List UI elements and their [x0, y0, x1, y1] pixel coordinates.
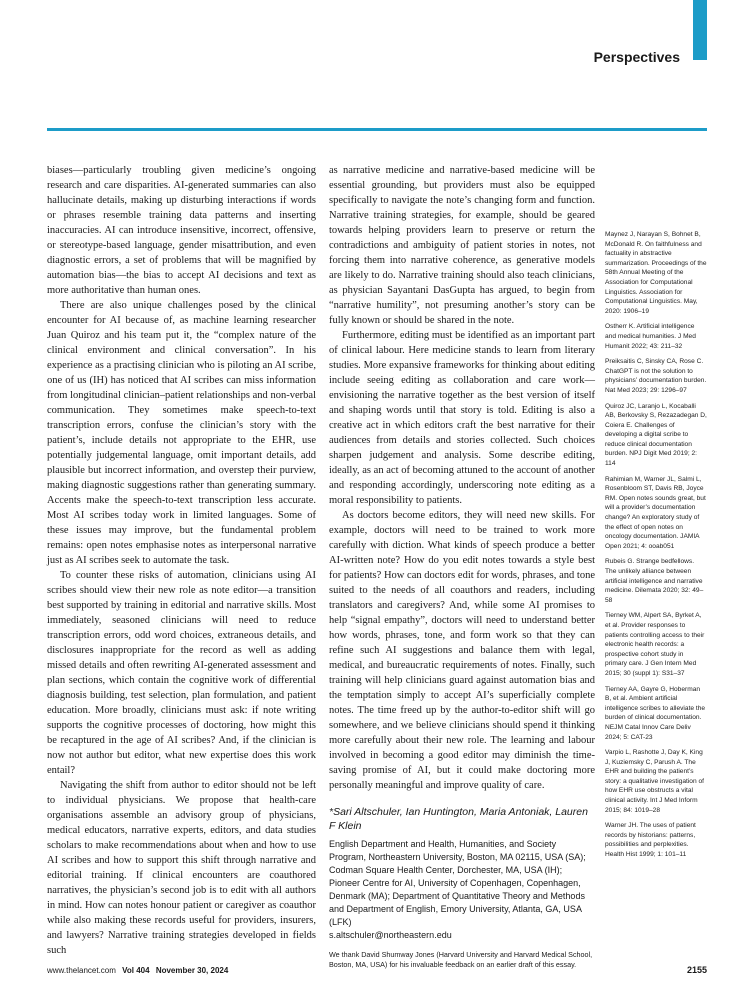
paragraph: biases—particularly troubling given medicine’s ongoing research and care disparities. AI-generated summaries can also hallucinate details, making up disturbing interactions if words or phrases resemble training data patterns and inserting inaccuracies. AI can introduce insensitive, incorrect, offensive, or stereotype-based language, gender misattribution, and even diagnostic errors, a set of problems that will be magnified by automation bias—the bias to accept AI decisions and text as more authoritative than human ones. — [47, 165, 316, 296]
reference-item: Quiroz JC, Laranjo L, Kocaballi AB, Berkovsky S, Rezazadegan D, Coiera E. Challenges of developing a digital scribe to reduce clinical documentation burden. NPJ Digit Med 2019; 2: 114 — [605, 402, 707, 468]
reference-item: Ostherr K. Artificial intelligence and medical humanities. J Med Humanit 2022; 43: 211–32 — [605, 323, 696, 350]
reference-item: Rubeis G. Strange bedfellows. The unlikely alliance between artificial intelligence and narrative medicine. Dilemata 2020; 32: 49–58 — [605, 558, 704, 604]
reference-item: Tierney WM, Alpert SA, Byrket A, et al. Provider responses to patients controlling access to their electronic health records: a prospective cohort study in primary care. J Gen Intern Med 2015; 30 (suppl 1): S31–37 — [605, 612, 705, 677]
contact-email[interactable]: s.altschuler@northeastern.edu — [329, 930, 452, 940]
reference-item: Varpio L, Rashotte J, Day K, King J, Kuziemsky C, Parush A. The EHR and building the patient’s story: a qualitative investigation of how EHR use obstructs a vital clinical activity. Int J Med Inform 2015; 84: 1019–28 — [605, 749, 704, 814]
reference-item: Tierney AA, Gayre G, Hoberman B, et al. Ambient artificial intelligence scribes to alleviate the burden of clinical documentation. NEJM Catal Innov Care Deliv 2024; 5: CAT-23 — [605, 685, 706, 741]
reference-item: Maynez J, Narayan S, Bohnet B, McDonald R. On faithfulness and factuality in abstractive summarization. Proceedings of the 58th Annual Meeting of the Association for Computational Linguistics. Association for Computational Linguistics. May, 2020: 1906–19 — [605, 231, 707, 315]
article-column-1 — [47, 163, 316, 958]
reference-item: Preiksaitis C, Sinsky CA, Rose C. ChatGPT is not the solution to physicians’ documentation burden. Nat Med 2023; 29: 1296–97 — [605, 358, 707, 394]
paragraph: To counter these risks of automation, clinicians using AI scribes should view their new role as note editor—a transition best supported by training in editorial and narrative skills. Most immediately, seasoned clinicians will need to reduce transcription errors, odd word choices, extraneous details, and disclosures inappropriate for the record as well as adding missed details and often rewriting AI-generated assessment and plan sections, which contain the cognitive work of differential diagnosis building, test selection, plan formulation, and patient education. More broadly, clinicians must ask: if note writing supports the cognitive processes of doctoring, how might this be recaptured in the age of AI scribes? And, if the clinician is now not author but editor, what new expertise does this work entail? — [47, 570, 316, 776]
journal-site-link[interactable]: www.thelancet.com — [47, 966, 116, 975]
reference-list — [605, 230, 707, 866]
paragraph: Furthermore, editing must be identified as an important part of clinical labour. Here medicine stands to learn from literary studies. More expansive frameworks for thinking about editing include seeing editing as collaboration and care work—envisioning the narrative together as the best version of itself and shaping words until that story is told. Editing is also a creative act in which editors craft the best narrative for their audiences from details and stories collected. Such choices sharpen judgement and analysis. Some describe editing, ideally, as an act of becoming attuned to the account of another and responding accordingly, underscoring note editing as a moral responsibility to patients. — [329, 330, 595, 506]
section-title: Perspectives — [593, 49, 680, 65]
acknowledgement: We thank David Shumway Jones (Harvard University and Harvard Medical School, Boston, MA, USA) for his invaluable feedback on an earlier draft of this essay. — [329, 950, 593, 969]
header-rule — [47, 128, 707, 131]
author-affiliations — [329, 838, 595, 942]
section-tab-marker — [693, 0, 707, 60]
paragraph: As doctors become editors, they will need new skills. For example, doctors will need to be trained to work more carefully with diction. What kinds of speech produce a better AI-written note? How do you edit notes towards a style best for patients? How can doctors edit for words, phrases, and tone suited to the needs of all coauthors and readers, including translators and caregivers? And, while some AI promises to help “signal empathy”, doctors will need to understand better how words, phrases, tone, and form work so that they can refine such AI suggestions and balance them with legal, medical, and bureaucratic requirements of notes. Finally, such training will help clinicians guard against automation bias and the temptation simply to accept AI’s superficially complete notes. The time freed up by the author-to-editor shift will go somewhere, and we believe clinicians should spend it thinking more carefully about their new role. The learning and labour involved in becoming a good editor may diminish the time-saving promise of AI, but it could make doctoring more personally meaningful and improve quality of care. — [329, 510, 595, 791]
affiliation-text: English Department and Health, Humanities, and Society Program, Northeastern University, Boston, MA 02115, USA (SA); Codman Square Health Center, Dorchester, MA, USA (IH); Pioneer Centre for AI, University of Copenhagen, Copenhagen, Denmark (MA); Department of Quantitative Theory and Methods and Department of English, Emory University, Atlanta, GA, USA (LFK) — [329, 839, 586, 927]
paragraph: Navigating the shift from author to editor should not be left to individual physicians. We propose that health-care organisations assemble an advisory group of physicians, medical educators, narrative experts, editors, and data studies scholars to make recommendations about when and how to use AI scribes and how to support this shift through narrative and editorial training. If clinical encounters are coauthored narratives, the physician’s second job is to edit with all authors in mind. How can notes honour patient or caregiver as coauthor while also making these records useful for providers, insurers, and lawyers? Narrative training strategies developed in fields such — [47, 780, 316, 956]
paragraph: There are also unique challenges posed by the clinical encounter for AI because of, as machine learning researcher Juan Quiroz and his team put it, the “complex nature of the clinical environment and clinical conversation”. In his experience as a practising clinician who is piloting an AI scribe, one of us (IH) has noticed that AI scribes can miss information from longitudinal clinician–patient relationships and non-verbal communication. They sometimes make speech-to-text transcription errors, confuse the clinician’s story with the patient’s, include details not appropriate to the EHR, use potentially judgemental language, omit important details, add plausible but incorrect information, and overstep their purview, making diagnostic suggestions rather than generating summary. Accents make the speech-to-text transcription less accurate. Most AI scribes today work in limited languages. Some of these issues may improve, but the fundamental problem remains: open notes emphasise notes as interpersonal narrative just as AI scribes seek to automate the task. — [47, 300, 316, 566]
issue-date: November 30, 2024 — [155, 966, 229, 975]
article-column-2 — [329, 163, 595, 970]
paragraph: as narrative medicine and narrative-based medicine will be essential grounding, but providers must also be equipped specifically to navigate the note’s changing form and function. Narrative training strategies, for example, should be geared towards helping providers learn to preserve or return the contradictions and ambiguity of patient stories in notes, not forcing them into narrative coherence, as generative models are likely to do. Narrative training should also teach clinicians, as physician Sayantani DasGupta has argued, to begin from “narrative humility”, not presuming another’s story can be fully known or should be shared in the note. — [329, 165, 595, 326]
page-number: 2155 — [686, 965, 707, 975]
reference-item: Rahimian M, Warner JL, Salmi L, Rosenbloom ST, Davis RB, Joyce RM. Open notes sounds great, but will a provider’s documentation change? An exploratory study of the effect of open notes on oncology documentation. JAMIA Open 2021; 4: ooab051 — [605, 475, 706, 550]
author-list: *Sari Altschuler, Ian Huntington, Maria Antoniak, Lauren F Klein — [329, 806, 588, 832]
page-footer — [47, 966, 228, 975]
reference-item: Warner JH. The uses of patient records by historians: patterns, possibilities and perplexities. Health Hist 1999; 1: 101–11 — [605, 822, 696, 859]
journal-volume: Vol 404 — [122, 966, 150, 975]
